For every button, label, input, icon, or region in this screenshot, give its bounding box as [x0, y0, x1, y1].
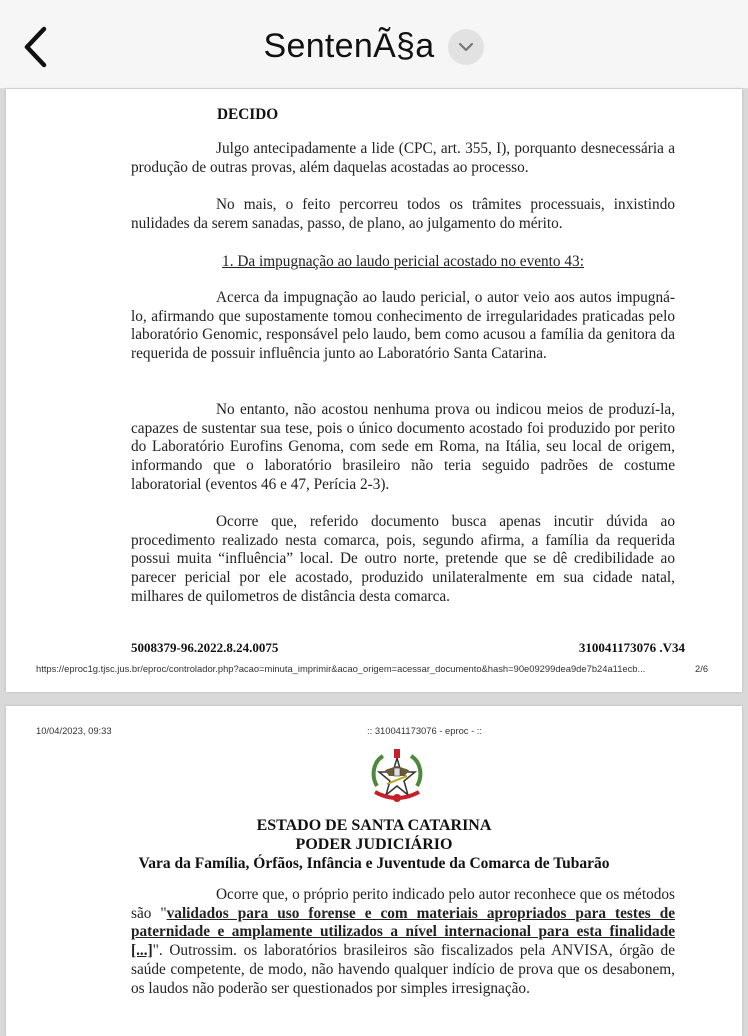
top-navigation-bar: [0, 0, 748, 89]
document-page-2: [6, 89, 742, 692]
header-court: Vara da Família, Órfãos, Infância e Juventude da Comarca de Tubarão: [138, 855, 610, 872]
paragraph: Julgo antecipadamente a lide (CPC, art. 355, I), porquanto desnecessária a produção de outras provas, além daquelas acostadas ao processo.: [131, 140, 675, 176]
header-judiciary: PODER JUDICIÁRIO: [295, 836, 453, 853]
chevron-down-icon: [458, 42, 474, 52]
print-url: https://eproc1g.tjsc.jus.br/eproc/controlador.php?acao=minuta_imprimir&acao_origem=acessar_documento&hash=90e09299dea9de7b24a11ecb...: [36, 663, 646, 674]
paragraph: No mais, o feito percorreu todos os trâmites processuais, inxistindo nulidades da serem sanadas, passo, de plano, ao julgamento do mérito.: [131, 196, 675, 232]
title-dropdown-button[interactable]: [448, 29, 484, 65]
document-page-3: [6, 706, 742, 1036]
heading-decido: DECIDO: [217, 106, 279, 123]
paragraph: [131, 886, 675, 998]
section-title: 1. Da impugnação ao laudo pericial acostado no evento 43:: [222, 253, 584, 270]
paragraph-text: Ocorre que, o próprio perito indicado pelo autor reconhece que os métodos são ": [131, 886, 675, 922]
print-datetime: 10/04/2023, 09:33: [36, 725, 112, 736]
paragraph-text: ". Outrossim. os laboratórios brasileiros são fiscalizados pela ANVISA, órgão de saúde competente, de modo, não havendo qualquer indício de prova que os desabonem, os laudos não poderão ser questionados por simples irresignação.: [131, 942, 675, 997]
document-version: 310041173076 .V34: [578, 640, 685, 655]
document-id: :: 310041173076 - eproc - ::: [367, 725, 483, 736]
paragraph: Acerca da impugnação ao laudo pericial, o autor veio aos autos impugná-lo, afirmando que supostamente tomou conhecimento de irregularidades praticadas pelo laboratório Genomic, responsável pelo laudo, bem como acusou a família da genitora da requerida de possuir influência junto ao Laboratório Santa Catarina.: [131, 289, 675, 363]
header-state: ESTADO DE SANTA CATARINA: [256, 817, 492, 834]
document-title: SentenÃ§a: [263, 26, 435, 65]
quoted-text: validados para uso forense e com materiais apropriados para testes de paternidade e amplamente utilizados a nível internacional para esta finalidade [...]: [131, 904, 675, 960]
page-number: 2/6: [695, 663, 709, 674]
coat-of-arms-icon: [367, 746, 427, 808]
process-number: 5008379-96.2022.8.24.0075: [131, 640, 279, 655]
paragraph: No entanto, não acostou nenhuma prova ou indicou meios de produzí-la, capazes de sustentar sua tese, pois o único documento acostado foi produzido por perito do Laboratório Eurofins Genoma, com sede em Roma, na Itália, seu local de origem, informando que o laboratório brasileiro não teria seguido padrões de costume laboratorial (eventos 46 e 47, Perícia 2-3).: [131, 401, 675, 493]
paragraph: Ocorre que, referido documento busca apenas incutir dúvida ao procedimento realizado nesta comarca, pois, segundo afirma, a família da requerida possui muita “influência” local. De outro norte, pretende que se dê credibilidade ao parecer pericial por ele acostado, produzido unilateralmente em sua cidade natal, milhares de quilometros de distância desta comarca.: [131, 513, 675, 605]
